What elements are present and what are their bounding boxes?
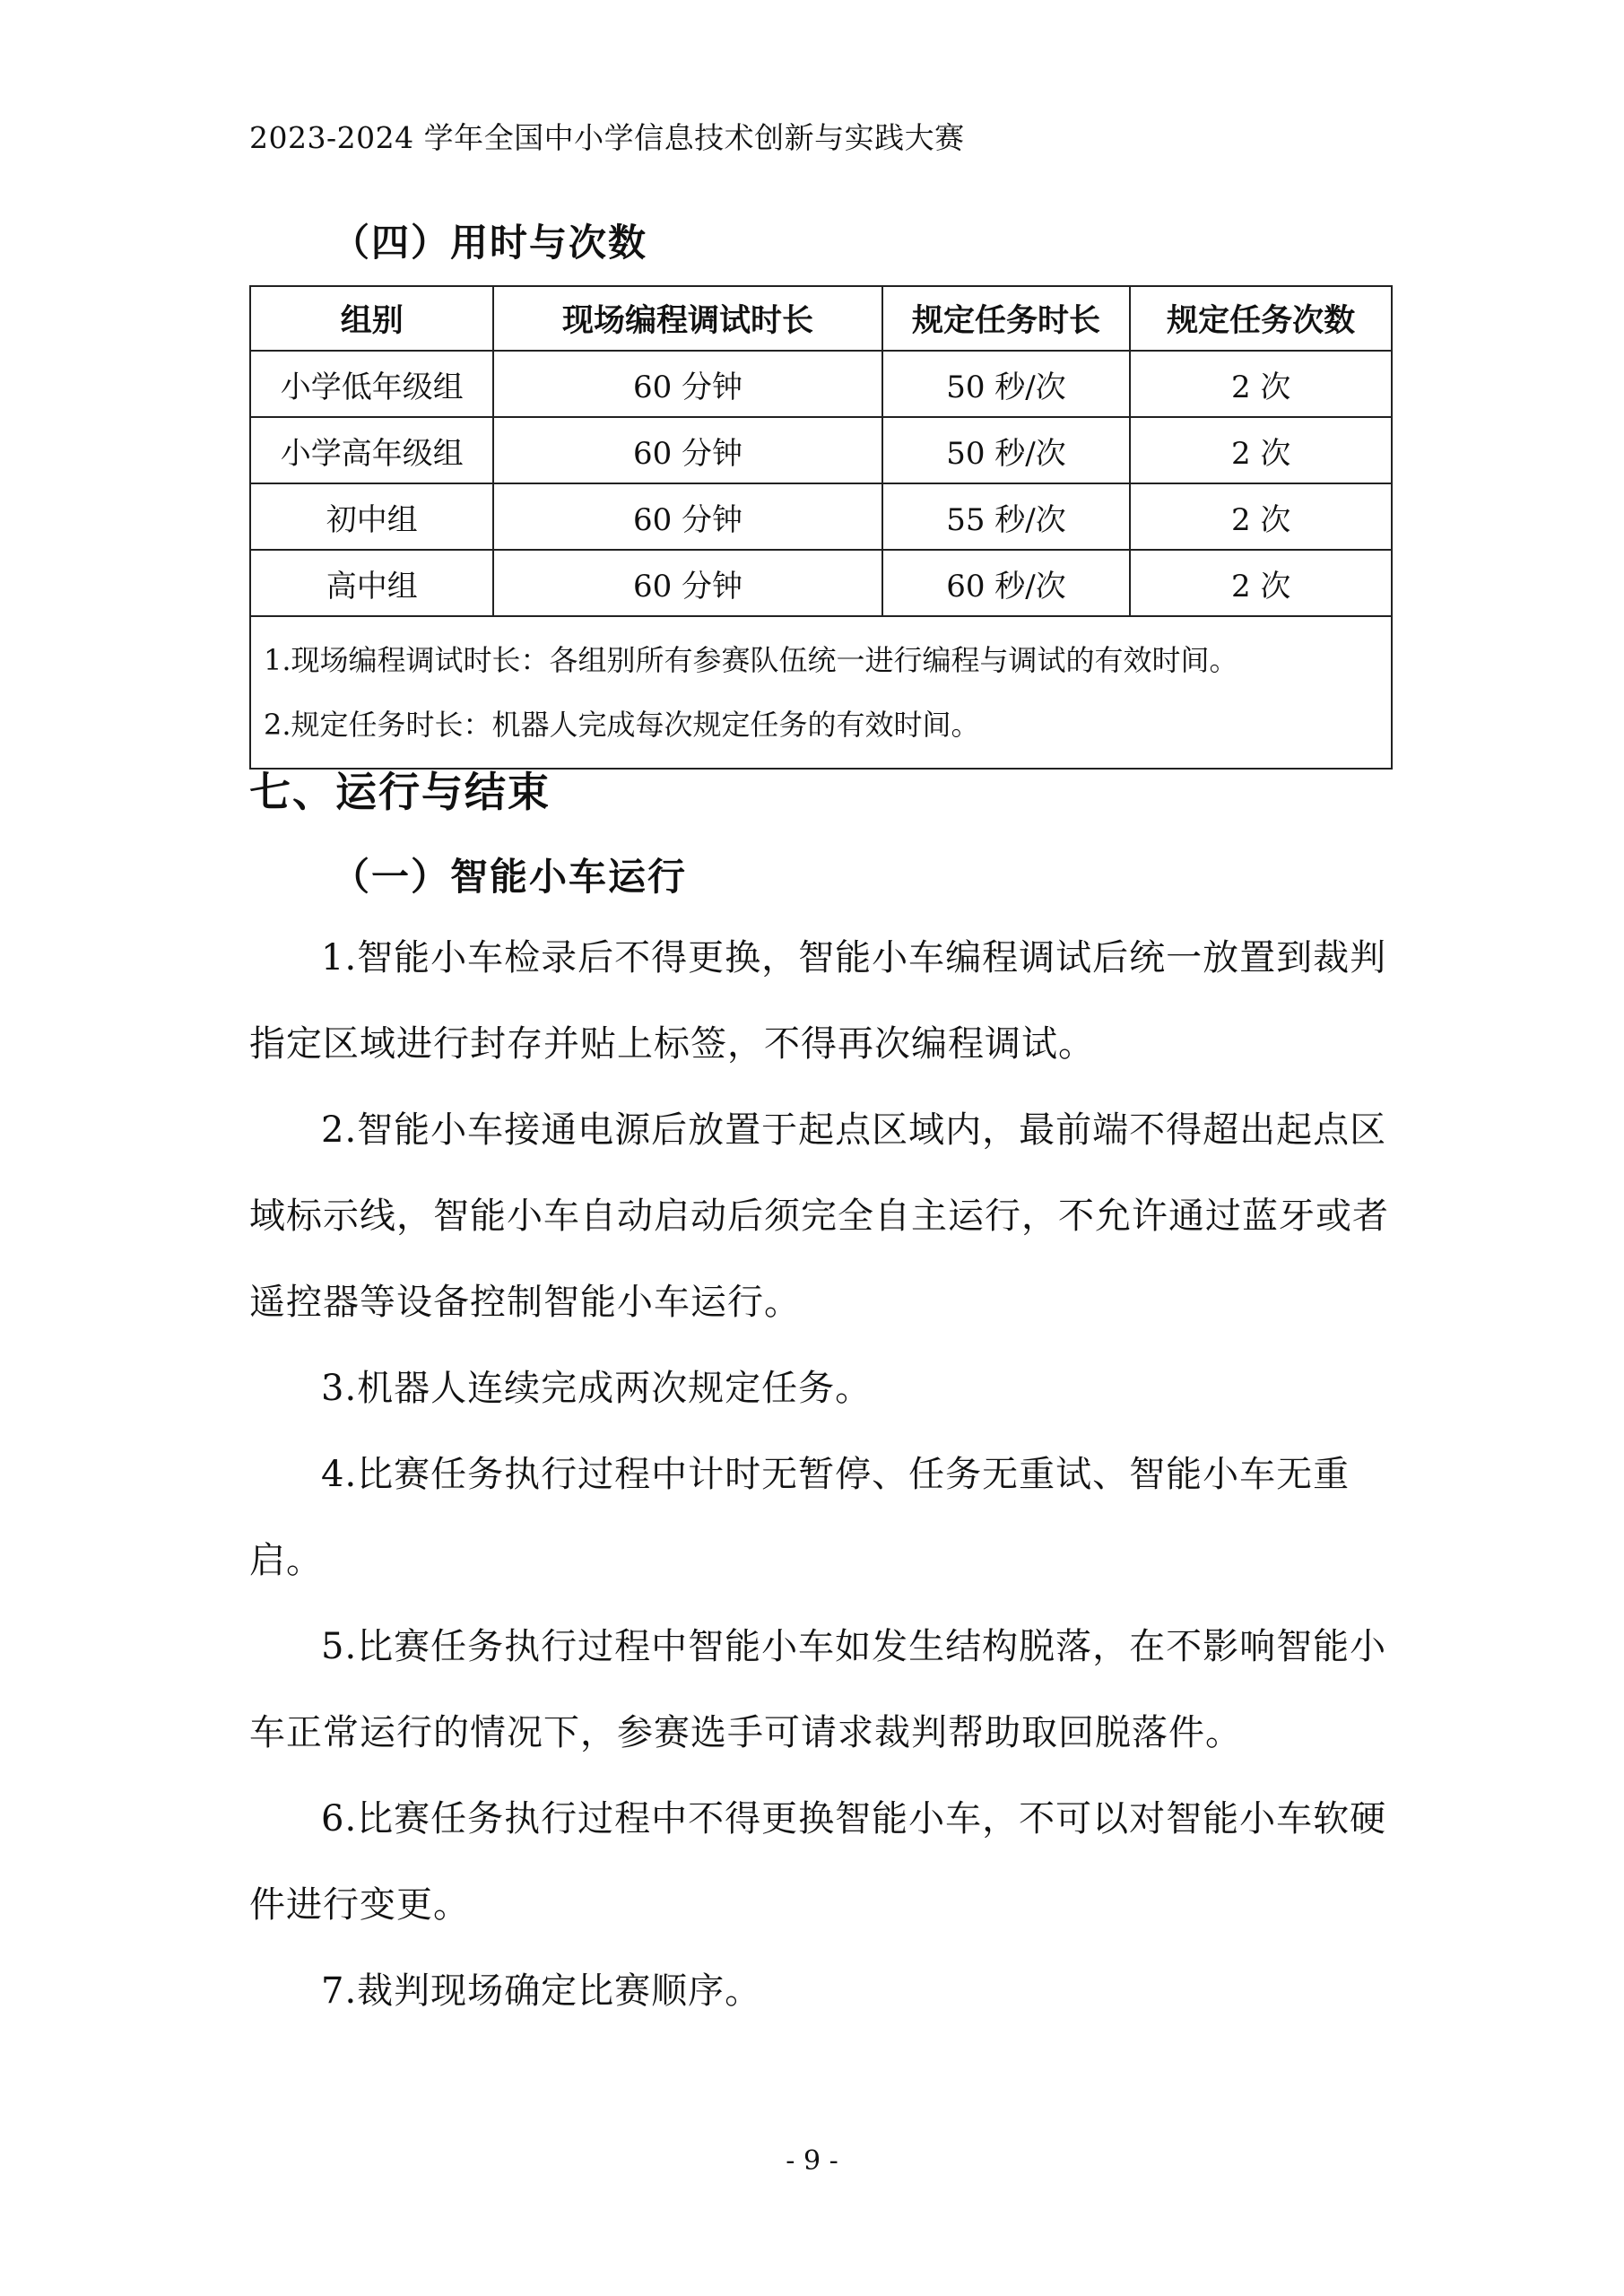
- table-cell: 60 秒/次: [882, 550, 1131, 616]
- page-header: 2023-2024 学年全国中小学信息技术创新与实践大赛: [249, 120, 965, 155]
- table-row: [250, 417, 1392, 483]
- rule-paragraph-1: 1.智能小车检录后不得更换，智能小车编程调试后统一放置到裁判指定区域进行封存并贴上标签，不得再次编程调试。: [249, 937, 1387, 1065]
- table-cell: 高中组: [250, 550, 493, 616]
- table-cell: 60 分钟: [493, 417, 881, 483]
- table-cell: 2 次: [1130, 351, 1392, 417]
- rule-paragraph-4: 4.比赛任务执行过程中计时无暂停、任务无重试、智能小车无重启。: [249, 1454, 1350, 1581]
- subsection-heading-timing: （四）用时与次数: [332, 221, 648, 265]
- column-header-group: 组别: [250, 286, 493, 351]
- timing-table: [249, 285, 1393, 770]
- table-cell: 60 分钟: [493, 351, 881, 417]
- table-cell: 2 次: [1130, 483, 1392, 550]
- table-cell: 50 秒/次: [882, 417, 1131, 483]
- table-note: 1.现场编程调试时长：各组别所有参赛队伍统一进行编程与调试的有效时间。: [264, 643, 1238, 677]
- subsection-heading-car-run: （一）智能小车运行: [332, 855, 688, 899]
- page-number: - 9 -: [786, 2145, 838, 2177]
- table-cell: 小学高年级组: [250, 417, 493, 483]
- table-row: [250, 550, 1392, 616]
- table-header-row: [250, 286, 1392, 351]
- rule-paragraph-6: 6.比赛任务执行过程中不得更换智能小车，不可以对智能小车软硬件进行变更。: [249, 1798, 1387, 1926]
- rule-paragraph-2: 2.智能小车接通电源后放置于起点区域内，最前端不得超出起点区域标示线，智能小车自动启动后须完全自主运行，不允许通过蓝牙或者遥控器等设备控制智能小车运行。: [249, 1109, 1389, 1323]
- rule-paragraph-3: 3.机器人连续完成两次规定任务。: [321, 1368, 873, 1409]
- table-note: 2.规定任务时长：机器人完成每次规定任务的有效时间。: [264, 708, 980, 742]
- table-notes-row: [250, 616, 1392, 769]
- rule-paragraph-5: 5.比赛任务执行过程中智能小车如发生结构脱落，在不影响智能小车正常运行的情况下，参赛选手可请求裁判帮助取回脱落件。: [249, 1626, 1387, 1753]
- column-header-debug-time: 现场编程调试时长: [493, 286, 881, 351]
- table-cell: 50 秒/次: [882, 351, 1131, 417]
- table-cell: 小学低年级组: [250, 351, 493, 417]
- column-header-task-time: 规定任务时长: [882, 286, 1131, 351]
- table-cell: 2 次: [1130, 417, 1392, 483]
- rule-paragraph-7: 7.裁判现场确定比赛顺序。: [321, 1970, 762, 2012]
- column-header-task-count: 规定任务次数: [1130, 286, 1392, 351]
- table-cell: 2 次: [1130, 550, 1392, 616]
- table-cell: 60 分钟: [493, 550, 881, 616]
- table-row: [250, 351, 1392, 417]
- section-heading-run-and-end: 七、运行与结束: [249, 768, 551, 816]
- table-cell: 55 秒/次: [882, 483, 1131, 550]
- table-notes-cell: [250, 616, 1392, 769]
- table-cell: 初中组: [250, 483, 493, 550]
- table-cell: 60 分钟: [493, 483, 881, 550]
- table-row: [250, 483, 1392, 550]
